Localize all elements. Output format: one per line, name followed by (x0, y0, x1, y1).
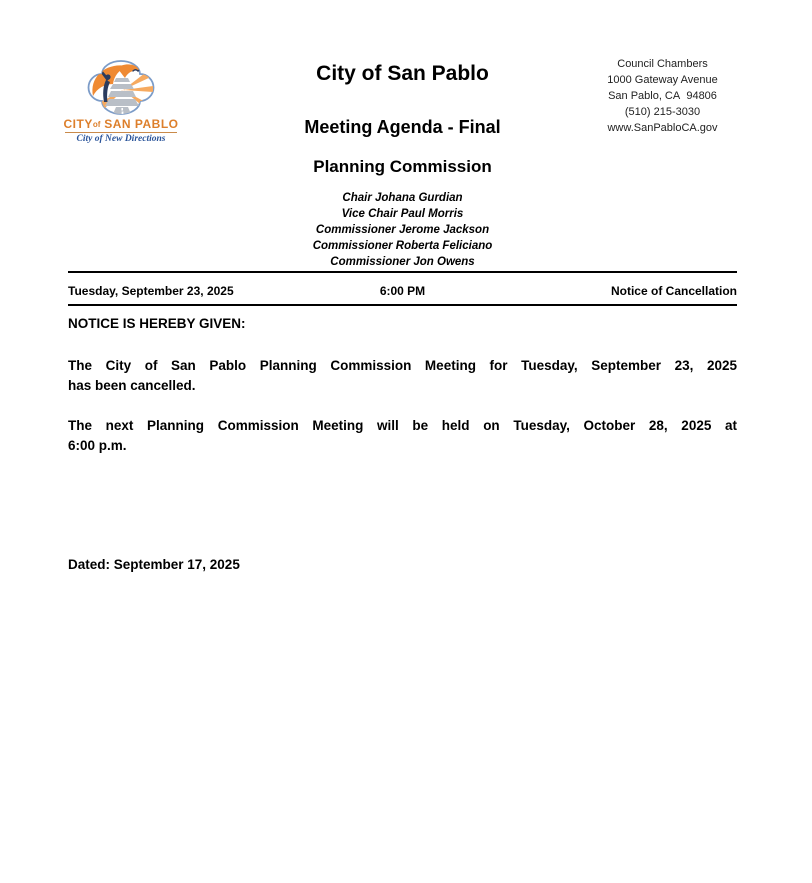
paragraph-line: The City of San Pablo Planning Commission Meeting for Tuesday, September 23, 2025 (68, 358, 737, 373)
member-commissioner: Commissioner Roberta Feliciano (312, 240, 493, 252)
meeting-info-row (68, 284, 737, 298)
address-line: San Pablo, CA 94806 (608, 90, 717, 102)
dated-line: Dated: September 17, 2025 (68, 557, 240, 572)
paragraph-line: has been cancelled. (68, 378, 196, 393)
cancellation-paragraph (68, 356, 737, 396)
address-block (580, 56, 745, 136)
divider-rule-top (68, 271, 737, 273)
meeting-date: Tuesday, September 23, 2025 (68, 284, 234, 298)
notice-heading: NOTICE IS HEREBY GIVEN: (68, 316, 246, 331)
address-line: (510) 215-3030 (624, 106, 701, 118)
meeting-time: 6:00 PM (379, 284, 426, 298)
logo-word-of: of (92, 120, 101, 129)
logo-word-sanpablo: SAN PABLO (104, 117, 179, 131)
divider-rule-bottom (68, 304, 737, 306)
paragraph-line: 6:00 p.m. (68, 438, 127, 453)
meeting-status-label: Notice of Cancellation (610, 284, 738, 298)
agenda-subtitle: Meeting Agenda - Final (304, 117, 501, 137)
city-logo-tagline: City of New Directions (76, 134, 166, 144)
commission-title: Planning Commission (313, 157, 492, 176)
address-line: 1000 Gateway Avenue (607, 74, 718, 86)
logo-word-city: CITY (63, 117, 93, 131)
next-meeting-paragraph (68, 416, 737, 456)
paragraph-line: The next Planning Commission Meeting will be held on Tuesday, October 28, 2025 at (68, 418, 737, 433)
member-chair: Chair Johana Gurdian (342, 192, 463, 204)
member-commissioner: Commissioner Jon Owens (330, 256, 475, 268)
member-vice-chair: Vice Chair Paul Morris (341, 208, 464, 220)
address-line-website: www.SanPabloCA.gov (607, 122, 718, 134)
member-commissioner: Commissioner Jerome Jackson (315, 224, 490, 236)
page-title: City of San Pablo (316, 62, 489, 85)
commission-members-list (68, 190, 737, 270)
address-line: Council Chambers (617, 58, 708, 70)
